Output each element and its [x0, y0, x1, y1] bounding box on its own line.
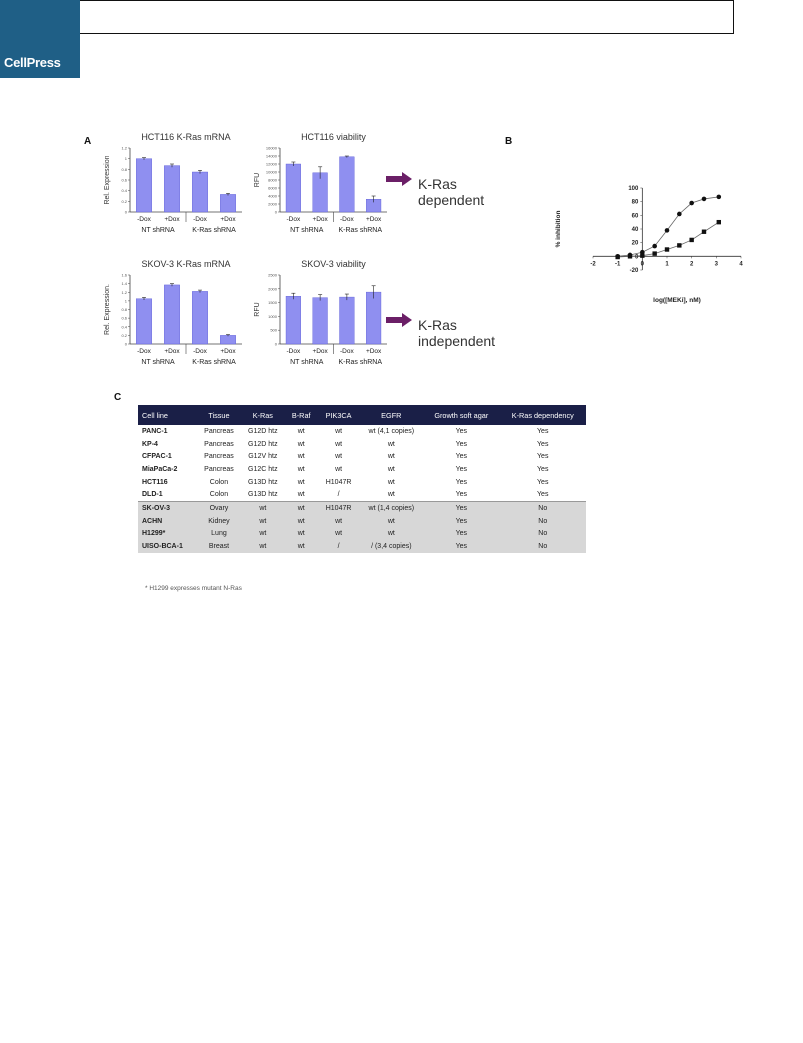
table-cell: wt [335, 453, 343, 461]
bar [340, 297, 355, 344]
y-tick-label: 2000 [268, 286, 277, 292]
chart-title: SKOV-3 viability [301, 259, 366, 269]
y-tick-label: 0 [124, 209, 127, 215]
table-cell: G13D htz [248, 478, 278, 486]
data-point [702, 197, 707, 202]
y-tick-label: 40 [631, 227, 639, 233]
y-tick-label: 500 [270, 327, 277, 333]
chart-hct116-mrna [100, 128, 250, 243]
y-tick-label: 16000 [265, 145, 277, 151]
y-tick-label: 8000 [268, 177, 277, 183]
y-axis-label: % inhibition [555, 210, 562, 248]
table-cell: wt [297, 465, 305, 473]
bar [220, 194, 235, 212]
y-tick-label: 80 [631, 199, 639, 206]
table-cell: G12D htz [248, 440, 278, 448]
table-row [138, 450, 586, 463]
table-cell: / [318, 540, 360, 553]
arrow-dependent-icon [386, 172, 412, 191]
bar [286, 296, 301, 344]
x-tick-label: -2 [590, 261, 596, 268]
data-point [677, 243, 681, 247]
group-label: K-Ras shRNA [192, 359, 236, 366]
bar [366, 292, 381, 344]
table-cell: KP-4 [142, 440, 158, 448]
y-tick-label: 0 [124, 341, 127, 347]
data-point [689, 201, 694, 206]
table-row [138, 502, 586, 515]
x-tick-label: 0 [640, 261, 645, 268]
table-cell: No [500, 540, 587, 553]
table-cell: Pancreas [204, 427, 234, 435]
table-cell: wt [297, 453, 305, 461]
table-cell: wt [360, 515, 424, 528]
chart-title: SKOV-3 K-Ras mRNA [141, 259, 231, 269]
table-row [138, 488, 586, 501]
y-tick-label: 0 [634, 254, 639, 261]
y-tick-label: 0.8 [121, 166, 127, 172]
y-tick-label: 0.8 [121, 307, 127, 312]
y-tick-label: 4000 [268, 193, 277, 199]
table-header-cell: Cell line [138, 405, 197, 425]
panel-label-c: C [114, 392, 122, 403]
table-cell: wt [241, 540, 285, 553]
table-cell: Yes [455, 491, 467, 499]
table-cell: wt [318, 515, 360, 528]
table-cell: Pancreas [204, 465, 234, 473]
y-tick-label: 1500 [268, 300, 277, 306]
bar [192, 172, 207, 212]
data-point [717, 195, 722, 200]
x-tick-label: +Dox [220, 216, 236, 223]
table-row [138, 476, 586, 489]
table-row [138, 540, 586, 553]
table-header-cell: Growth soft agar [423, 405, 499, 425]
table-cell: wt [335, 427, 343, 435]
y-axis-label: Rel. Expression. [104, 284, 111, 335]
y-axis-label: RFU [254, 172, 261, 188]
x-tick-label: +Dox [164, 348, 180, 355]
table-cell: wt [297, 478, 305, 486]
chart-mek-inhibition [545, 180, 755, 315]
y-tick-label: 14000 [265, 153, 277, 159]
bar [313, 298, 328, 344]
table-cell: wt [285, 515, 318, 528]
table-cell: No [500, 502, 587, 515]
table-cell: wt [241, 515, 285, 528]
table-cell: Yes [423, 540, 499, 553]
table-row [138, 463, 586, 476]
table-cell: wt [297, 427, 305, 435]
table-cell: Yes [455, 453, 467, 461]
data-point [677, 212, 682, 217]
table-body [138, 425, 586, 553]
table-cell: G12C htz [248, 465, 278, 473]
table-cell: G13D htz [248, 491, 278, 499]
label-kras-dependent: K-Ras dependent [418, 176, 485, 208]
label-kras-independent: K-Ras independent [418, 317, 496, 349]
x-tick-label: +Dox [365, 348, 382, 355]
data-point [689, 238, 693, 242]
data-point [652, 251, 656, 255]
table-cell: wt [241, 502, 285, 515]
x-tick-label: -Dox [286, 216, 301, 223]
table-header-cell: B-Raf [285, 405, 318, 425]
table-cell: UISO-BCA-1 [138, 540, 197, 553]
table-cell: wt [387, 453, 395, 461]
table-cell: wt [335, 465, 343, 473]
y-tick-label: 2500 [268, 272, 277, 278]
data-point [665, 228, 670, 233]
y-tick-label: 0.4 [121, 324, 127, 330]
table-cell: / (3,4 copies) [360, 540, 424, 553]
table-cell: Yes [455, 465, 467, 473]
table-cell: H1299* [138, 528, 197, 541]
x-tick-label: -Dox [137, 348, 151, 355]
table-cell: wt [285, 528, 318, 541]
table-cell: / [337, 491, 340, 499]
data-point [665, 247, 669, 251]
table-row [138, 438, 586, 451]
chart-title: HCT116 K-Ras mRNA [141, 132, 231, 142]
y-tick-label: 100 [628, 186, 639, 192]
y-tick-label: 1 [124, 298, 127, 304]
y-tick-label: 60 [631, 213, 639, 220]
y-tick-label: 0.6 [121, 177, 127, 183]
table-cell: CFPAC-1 [142, 453, 172, 461]
x-tick-label: 1 [665, 261, 669, 268]
panel-label-a: A [84, 136, 92, 147]
bar [136, 299, 151, 344]
table-cell: Yes [423, 515, 499, 528]
table-cell: G12D htz [248, 427, 278, 435]
table-cell: Yes [455, 427, 467, 435]
table-cell: Yes [537, 478, 549, 486]
x-tick-label: -Dox [137, 216, 151, 223]
data-point [702, 230, 706, 234]
y-tick-label: 6000 [268, 185, 277, 191]
y-tick-label: 12000 [265, 161, 277, 167]
y-tick-label: 0 [274, 341, 277, 347]
table-cell: ACHN [138, 515, 197, 528]
group-label: K-Ras shRNA [192, 227, 236, 234]
x-tick-label: -Dox [286, 348, 301, 355]
table-row [138, 515, 586, 528]
y-tick-label: 1.6 [121, 272, 127, 278]
table-cell: Yes [537, 440, 549, 448]
table-cell: MiaPaCa-2 [142, 465, 178, 473]
y-tick-label: 1000 [268, 313, 277, 319]
y-tick-label: 0.6 [121, 315, 127, 321]
data-point [628, 254, 632, 258]
table-cell: Kidney [197, 515, 241, 528]
bar [340, 157, 355, 212]
table-cell: Yes [423, 502, 499, 515]
footnote: * H1299 expresses mutant N-Ras [145, 585, 242, 592]
table-cell: Yes [455, 440, 467, 448]
cell-line-table [138, 405, 586, 553]
y-tick-label: 1.2 [121, 145, 127, 151]
table-cell: wt [318, 528, 360, 541]
group-label: NT shRNA [290, 227, 324, 234]
x-tick-label: +Dox [220, 348, 236, 355]
y-axis-label: Rel. Expression [104, 155, 111, 205]
bar [192, 291, 207, 344]
table-cell: Breast [197, 540, 241, 553]
table-cell: wt [387, 440, 395, 448]
table-cell: wt (4,1 copies) [368, 427, 415, 435]
table-header-cell: K-Ras dependency [500, 405, 587, 425]
table-cell: No [500, 515, 587, 528]
table-cell: Yes [537, 491, 549, 499]
table-row [138, 425, 586, 438]
table-cell: DLD-1 [142, 491, 163, 499]
group-label: NT shRNA [290, 359, 324, 366]
x-tick-label: +Dox [312, 348, 328, 355]
x-tick-label: -Dox [340, 216, 354, 223]
data-point [615, 255, 619, 259]
brand-block [0, 0, 80, 78]
data-point [640, 253, 644, 257]
bar [164, 285, 179, 344]
y-tick-label: 1.4 [121, 281, 127, 287]
y-tick-label: 10000 [265, 169, 277, 175]
x-tick-label: +Dox [365, 216, 382, 223]
x-tick-label: -1 [614, 261, 621, 268]
table-cell: wt (1,4 copies) [360, 502, 424, 515]
bar [220, 335, 235, 344]
table-cell: wt [241, 528, 285, 541]
table-cell: Ovary [197, 502, 241, 515]
table-cell: SK-OV-3 [138, 502, 197, 515]
x-tick-label: -Dox [340, 348, 354, 355]
group-label: K-Ras shRNA [338, 359, 383, 366]
table-cell: Yes [537, 427, 549, 435]
table-cell: wt [297, 491, 305, 499]
group-label: K-Ras shRNA [338, 227, 383, 234]
table-header-row [138, 405, 586, 425]
y-tick-label: 0 [274, 209, 277, 215]
x-tick-label: 4 [739, 261, 743, 268]
table-cell: H1047R [318, 502, 360, 515]
chart-hct116-viability [250, 128, 395, 243]
table-cell: Yes [423, 528, 499, 541]
y-tick-label: 0.2 [121, 198, 127, 204]
data-point [652, 244, 657, 249]
group-label: NT shRNA [141, 227, 175, 234]
table-cell: H1047R [325, 478, 352, 486]
table-cell: wt [387, 478, 395, 486]
table-cell: Lung [197, 528, 241, 541]
arrow-independent-icon [386, 313, 412, 332]
bar [136, 159, 151, 212]
chart-title: HCT116 viability [301, 132, 366, 142]
x-tick-label: -Dox [193, 216, 207, 223]
x-tick-label: 3 [714, 261, 719, 268]
bar [286, 164, 301, 212]
table-cell: Yes [455, 478, 467, 486]
table-cell: wt [360, 528, 424, 541]
y-tick-label: 20 [631, 240, 639, 247]
table-cell: G12V htz [248, 453, 278, 461]
x-tick-label: 2 [689, 261, 694, 268]
x-tick-label: -Dox [193, 348, 207, 355]
y-axis-label: RFU [254, 302, 261, 317]
table-header-cell: PIK3CA [318, 405, 360, 425]
table-cell: wt [387, 491, 395, 499]
y-tick-label: 0.2 [121, 332, 127, 338]
bar [164, 166, 179, 212]
table-cell: HCT116 [142, 478, 168, 486]
table-cell: wt [285, 540, 318, 553]
table-cell: wt [335, 440, 343, 448]
y-tick-label: 1.2 [121, 289, 127, 295]
x-tick-label: +Dox [312, 216, 328, 223]
y-tick-label: -20 [629, 268, 639, 274]
table-cell: wt [387, 465, 395, 473]
table-cell: Colon [209, 478, 229, 486]
chart-skov3-viability [250, 255, 395, 375]
table-cell: PANC-1 [142, 427, 168, 435]
table-cell: Colon [209, 491, 229, 499]
table-header-cell: Tissue [197, 405, 241, 425]
table-header-cell: K-Ras [241, 405, 285, 425]
panel-label-b: B [505, 136, 513, 147]
data-point [717, 220, 721, 224]
brand-logo-text: CellPress [4, 55, 61, 70]
table-header-cell: EGFR [360, 405, 424, 425]
table-row [138, 528, 586, 541]
table-cell: No [500, 528, 587, 541]
table-cell: Pancreas [204, 440, 234, 448]
x-axis-label: log([MEKi], nM) [653, 297, 701, 304]
table-cell: Yes [537, 465, 549, 473]
group-label: NT shRNA [141, 359, 175, 366]
table-cell: wt [285, 502, 318, 515]
y-tick-label: 0.4 [121, 188, 127, 194]
table-cell: Yes [537, 453, 549, 461]
y-tick-label: 1 [124, 156, 127, 162]
header-box [80, 0, 734, 34]
x-tick-label: +Dox [164, 216, 180, 223]
table-cell: Pancreas [204, 453, 234, 461]
chart-skov3-mrna [100, 255, 250, 375]
table-cell: wt [297, 440, 305, 448]
y-tick-label: 2000 [268, 201, 277, 207]
